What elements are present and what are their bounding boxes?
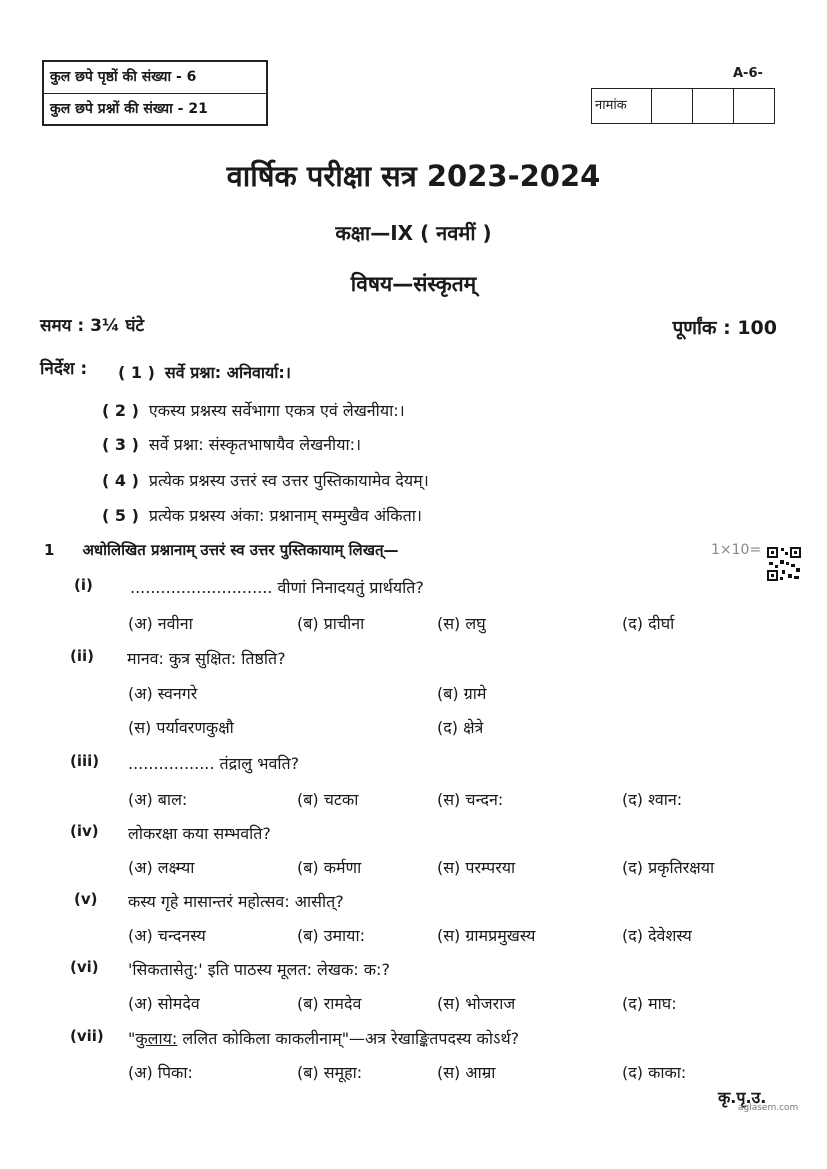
question-text: लोकरक्षा कया सम्भवति? bbox=[128, 824, 271, 843]
question-number: (v) bbox=[74, 890, 98, 908]
option: (ब) रामदेव bbox=[297, 994, 362, 1013]
question-text: कस्य गृहे मासान्तरं महोत्सव: आसीत्? bbox=[128, 892, 344, 911]
total-pages: कुल छपे पृष्ठों की संख्या - 6 bbox=[50, 69, 197, 85]
option: (ब) प्राचीना bbox=[297, 614, 365, 633]
option: (अ) लक्ष्म्या bbox=[128, 858, 195, 877]
option: (अ) सोमदेव bbox=[128, 994, 200, 1013]
total-questions: कुल छपे प्रश्नों की संख्या - 21 bbox=[44, 93, 266, 125]
option: (अ) पिका: bbox=[128, 1063, 193, 1082]
instruction-text: सर्वे प्रश्ना: अनिवार्या:। bbox=[164, 363, 291, 382]
subject-line: विषय—संस्कृतम् bbox=[350, 272, 477, 296]
question-number: (iii) bbox=[70, 752, 100, 770]
paper-code: A-6- bbox=[733, 66, 763, 81]
instruction-number: ( 4 ) bbox=[102, 471, 139, 490]
instruction-item bbox=[102, 504, 422, 526]
question-text: अधोलिखित प्रश्नानाम् उत्तरं स्व उत्तर पुस्तिकायाम् लिखत्— bbox=[82, 541, 399, 559]
instruction-item bbox=[118, 361, 291, 383]
roll-cell bbox=[652, 89, 693, 123]
option: (ब) चटका bbox=[297, 790, 359, 809]
underlined-word: कुलाय: bbox=[135, 1029, 178, 1048]
instruction-text: सर्वे प्रश्ना: संस्कृतभाषायैव लेखनीया:। bbox=[148, 435, 362, 454]
question-number: (iv) bbox=[70, 822, 99, 840]
instructions-label: निर्देश : bbox=[40, 359, 88, 379]
question-text: ............................ वीणां निनादयतुं प्रार्थयति? bbox=[130, 578, 424, 597]
option: (स) चन्दन: bbox=[437, 790, 504, 809]
option: (स) परम्परया bbox=[437, 858, 516, 877]
question-text: मानव: कुत्र सुक्षित: तिष्ठति? bbox=[127, 649, 286, 668]
option: (द) दीर्घा bbox=[622, 614, 675, 633]
roll-label: नामांक bbox=[592, 89, 652, 123]
page-turn-note: कृ.पृ.उ. bbox=[718, 1088, 767, 1107]
class-line: कक्षा—IX ( नवमीं ) bbox=[335, 221, 492, 245]
instruction-item bbox=[102, 399, 405, 421]
option: (स) ग्रामप्रमुखस्य bbox=[437, 926, 536, 945]
roll-cell bbox=[693, 89, 734, 123]
question-number: 1 bbox=[44, 541, 55, 559]
option: (द) क्षेत्रे bbox=[437, 718, 484, 737]
instruction-number: ( 5 ) bbox=[102, 506, 139, 525]
option: (अ) नवीना bbox=[128, 614, 193, 633]
option: (ब) समूहा: bbox=[297, 1063, 363, 1082]
instruction-item bbox=[102, 433, 361, 455]
question-1 bbox=[44, 540, 399, 560]
question-number: (ii) bbox=[70, 647, 94, 665]
instruction-item bbox=[102, 469, 429, 491]
question-number: (vi) bbox=[70, 958, 99, 976]
quote-open: " bbox=[128, 1029, 136, 1048]
option: (स) भोजराज bbox=[437, 994, 516, 1013]
count-box bbox=[42, 60, 268, 126]
option: (ब) ग्रामे bbox=[437, 684, 487, 703]
instruction-text: प्रत्येक प्रश्नस्य अंका: प्रश्नानाम् सम्मुखैव अंकिता। bbox=[148, 506, 422, 525]
option: (द) माघ: bbox=[622, 994, 677, 1013]
instruction-number: ( 3 ) bbox=[102, 435, 139, 454]
instruction-number: ( 2 ) bbox=[102, 401, 139, 420]
instruction-text: प्रत्येक प्रश्नस्य उत्तरं स्व उत्तर पुस्तिकायामेव देयम्। bbox=[148, 471, 429, 490]
option: (ब) उमाया: bbox=[297, 926, 366, 945]
option: (स) आम्रा bbox=[437, 1063, 496, 1082]
watermark: aglasem.com bbox=[738, 1103, 799, 1113]
instruction-text: एकस्य प्रश्नस्य सर्वेभागा एकत्र एवं लेखनीया:। bbox=[148, 401, 405, 420]
roll-cell bbox=[734, 89, 774, 123]
exam-title: वार्षिक परीक्षा सत्र 2023-2024 bbox=[226, 159, 601, 193]
option: (द) श्वान: bbox=[622, 790, 683, 809]
instruction-number: ( 1 ) bbox=[118, 363, 155, 382]
qr-code-icon bbox=[766, 546, 802, 582]
question-text-rest: ललित कोकिला काकलीनाम्"—अत्र रेखाङ्कितपदस्य कोऽर्थ? bbox=[177, 1029, 520, 1048]
time-line: समय : 3¼ घंटे bbox=[40, 316, 145, 336]
option: (अ) चन्दनस्य bbox=[128, 926, 206, 945]
question-number: (vii) bbox=[70, 1027, 104, 1045]
question-text: 'सिकतासेतु:' इति पाठस्य मूलत: लेखक: क:? bbox=[128, 960, 390, 979]
max-marks: पूर्णांक : 100 bbox=[672, 317, 777, 339]
option: (द) काका: bbox=[622, 1063, 687, 1082]
option: (ब) कर्मणा bbox=[297, 858, 362, 877]
roll-number-box bbox=[591, 88, 775, 124]
question-text: ................. तंद्रालु भवति? bbox=[128, 754, 300, 773]
question-text bbox=[128, 1027, 519, 1049]
option: (अ) बाल: bbox=[128, 790, 188, 809]
question-marks: 1×10= bbox=[711, 542, 762, 558]
option: (स) पर्यावरणकुक्षौ bbox=[128, 718, 234, 737]
question-number: (i) bbox=[74, 576, 93, 594]
option: (स) लघु bbox=[437, 614, 486, 633]
option: (अ) स्वनगरे bbox=[128, 684, 198, 703]
option: (द) देवेशस्य bbox=[622, 926, 692, 945]
option: (द) प्रकृतिरक्षया bbox=[622, 858, 715, 877]
